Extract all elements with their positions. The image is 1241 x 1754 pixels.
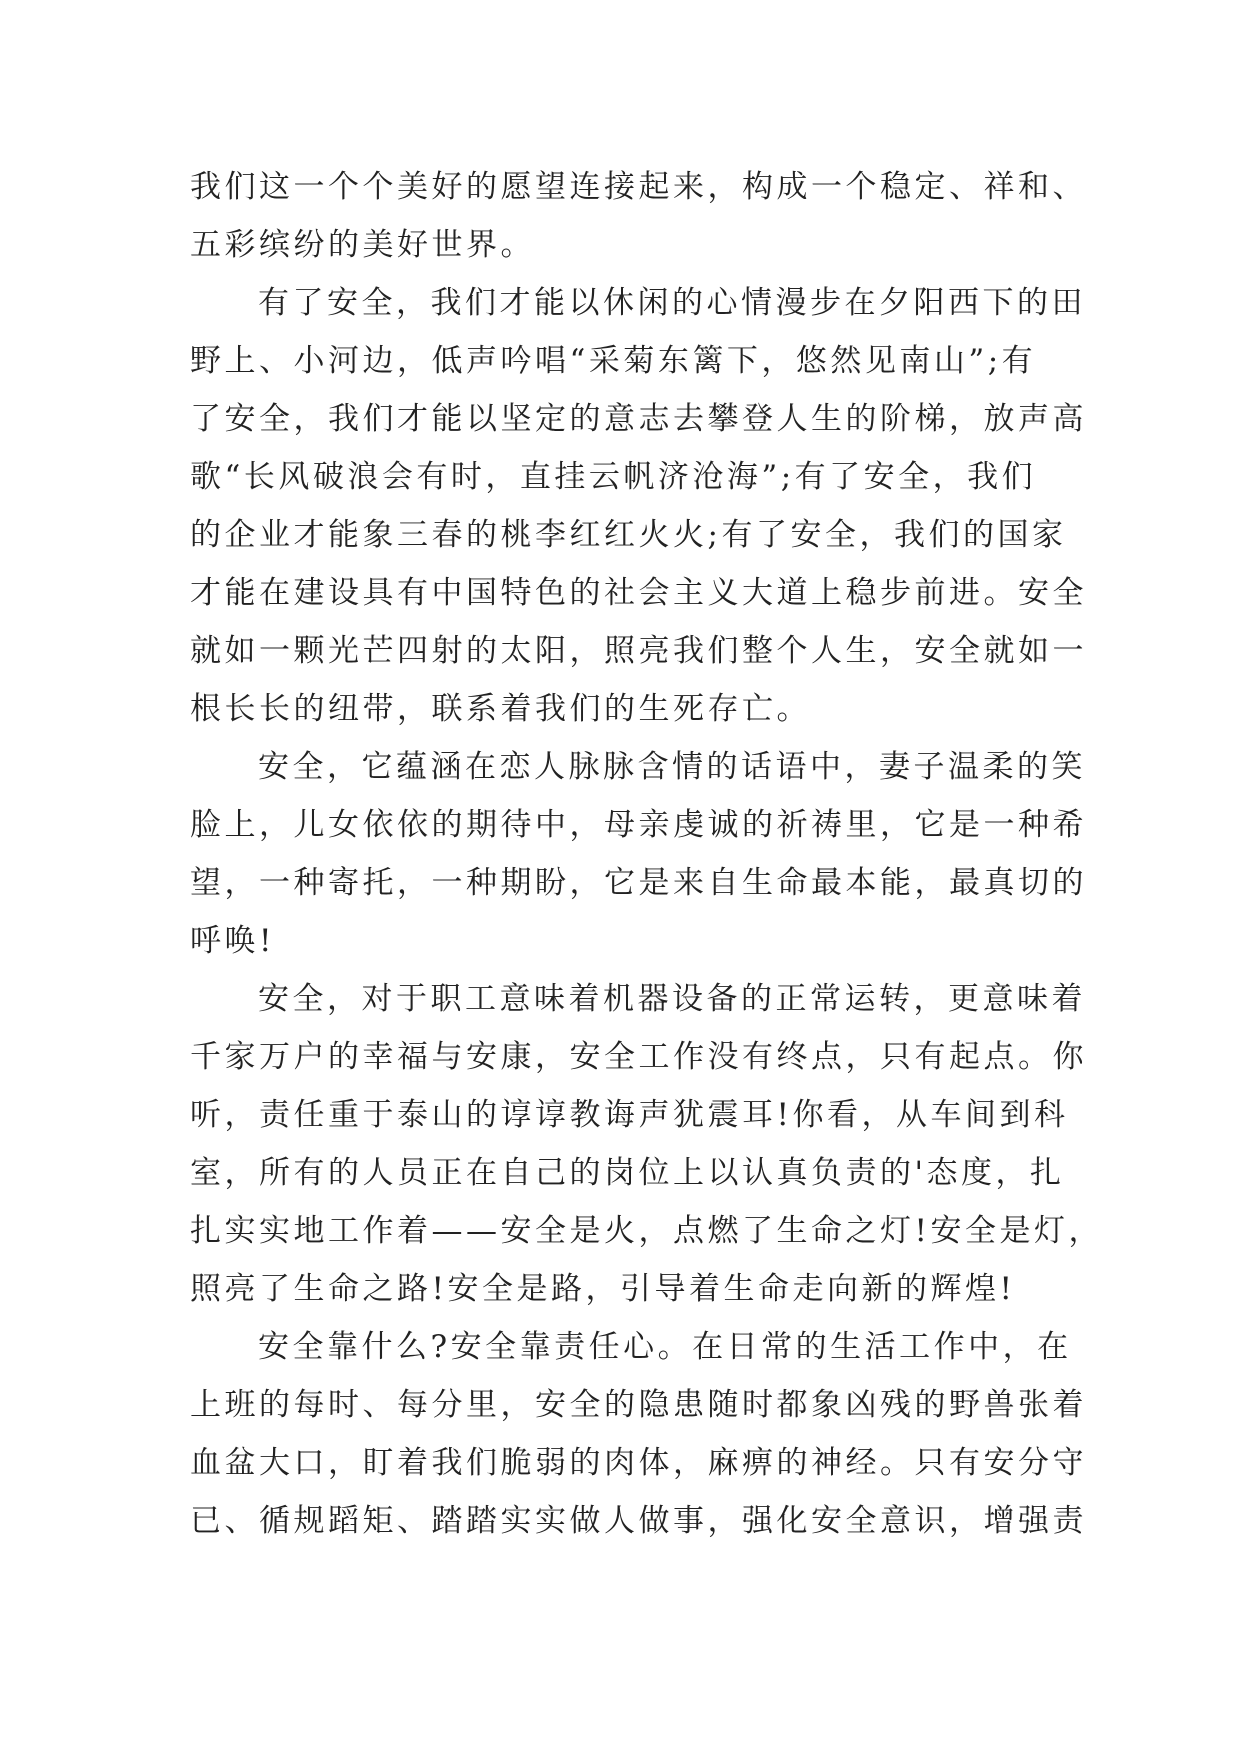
- text-line: 才能在建设具有中国特色的社会主义大道上稳步前进。安全: [190, 575, 1087, 611]
- text-line: 照亮了生命之路!安全是路，引导着生命走向新的辉煌!: [190, 1271, 1016, 1307]
- text-line: 歌“长风破浪会有时，直挂云帆济沧海”;有了安全，我们: [190, 459, 1037, 495]
- text-line: 已、循规蹈矩、踏踏实实做人做事，强化安全意识，增强责: [190, 1503, 1087, 1539]
- text-line: 扎实实地工作着——安全是火，点燃了生命之灯!安全是灯，: [190, 1213, 1103, 1249]
- document-body: [190, 158, 1103, 1550]
- text-line: 野上、小河边，低声吟唱“采菊东篱下，悠然见南山”;有: [190, 343, 1037, 379]
- text-line: 了安全，我们才能以坚定的意志去攀登人生的阶梯，放声高: [190, 401, 1087, 437]
- text-line: 上班的每时、每分里，安全的隐患随时都象凶残的野兽张着: [190, 1387, 1087, 1423]
- text-line: 室，所有的人员正在自己的岗位上以认真负责的'态度，扎: [190, 1155, 1065, 1191]
- text-line: 血盆大口，盯着我们脆弱的肉体，麻痹的神经。只有安分守: [190, 1445, 1087, 1481]
- text-line: 的企业才能象三春的桃李红红火火;有了安全，我们的国家: [190, 517, 1067, 553]
- text-line: 千家万户的幸福与安康，安全工作没有终点，只有起点。你: [190, 1039, 1087, 1075]
- text-line: 安全，它蕴涵在恋人脉脉含情的话语中，妻子温柔的笑: [258, 749, 1086, 785]
- text-line: 听，责任重于泰山的谆谆教诲声犹震耳!你看，从车间到科: [190, 1097, 1069, 1133]
- text-line: 五彩缤纷的美好世界。: [190, 227, 535, 263]
- text-line: 我们这一个个美好的愿望连接起来，构成一个稳定、祥和、: [190, 169, 1087, 205]
- text-line: 就如一颗光芒四射的太阳，照亮我们整个人生，安全就如一: [190, 633, 1087, 669]
- text-line: 望，一种寄托，一种期盼，它是来自生命最本能，最真切的: [190, 865, 1087, 901]
- text-line: 根长长的纽带，联系着我们的生死存亡。: [190, 691, 811, 727]
- text-line: 脸上，儿女依依的期待中，母亲虔诚的祈祷里，它是一种希: [190, 807, 1087, 843]
- text-line: 安全，对于职工意味着机器设备的正常运转，更意味着: [258, 981, 1086, 1017]
- text-line: 安全靠什么?安全靠责任心。在日常的生活工作中，在: [258, 1329, 1072, 1365]
- text-line: 呼唤!: [190, 923, 275, 959]
- text-line: 有了安全，我们才能以休闲的心情漫步在夕阳西下的田: [258, 285, 1086, 321]
